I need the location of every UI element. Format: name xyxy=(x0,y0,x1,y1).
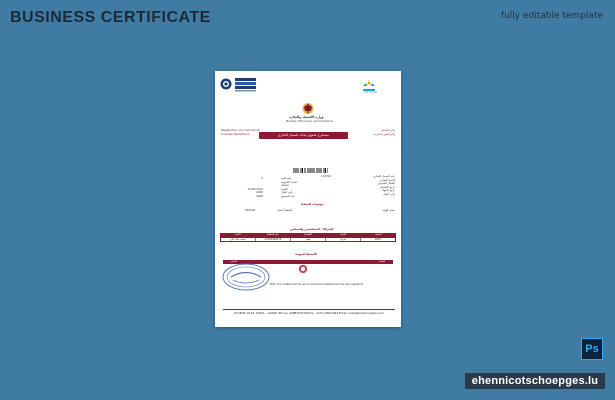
activity-left-label: أنشطة أعمال xyxy=(277,208,293,212)
table-header-cell: الاسم xyxy=(234,233,241,236)
table-header-cell: رقم البطاقة xyxy=(266,233,279,236)
right-field-label: تاريخ الانتهاء xyxy=(381,188,395,193)
left-field-labels xyxy=(281,177,297,199)
table-header-cell: النسبة xyxy=(375,233,382,236)
right-field-values xyxy=(321,175,331,197)
left-field-label: عدد الحصص xyxy=(281,193,295,198)
ministry-name-ar: وزارة الاقتصاد والتجارة xyxy=(289,115,324,119)
seal-emblem-icon xyxy=(298,264,308,274)
page-title: BUSINESS CERTIFICATE xyxy=(10,9,211,26)
right-field-value: 123321 xyxy=(321,174,332,178)
right-field-label: تاريخ التسجيل xyxy=(379,184,395,189)
table-cell: قطر xyxy=(290,238,325,241)
infusion-logo-label: INFUSION xyxy=(364,91,377,94)
department-ar-line-1: إدارة السجل xyxy=(381,128,395,132)
right-field-value xyxy=(321,193,331,197)
activity-left-value: 540000 xyxy=(245,208,256,212)
certificate-banner: مستخرج عضوي بيانات السجل التجاري xyxy=(259,132,348,139)
table-header-cell: الصفة xyxy=(379,260,385,263)
table-row xyxy=(220,237,396,242)
table-cell: 27463940476 xyxy=(255,238,290,241)
right-field-label: الشكل القانوني xyxy=(377,181,395,186)
department-ar-line-2: والتراخيص التجارية xyxy=(374,132,395,136)
left-field-label: القيمة xyxy=(281,186,288,191)
ministry-emblem-icon xyxy=(299,102,317,115)
right-field-label: الاسم التجاري xyxy=(379,177,395,182)
partners-heading: الشركاء / المساهمين والممثلين xyxy=(290,227,334,231)
table-header-cell: الصفة xyxy=(340,233,347,236)
left-field-label: الشكل xyxy=(281,183,289,188)
barcode-icon xyxy=(293,168,328,173)
footer-contact: P.O BOX: 6123, DOHA – QATAR, Phone: 44883333 Mobile: +974-70001944 Email: sales@infusionqatar.com xyxy=(234,311,384,315)
left-field-label: المدة القانونية xyxy=(281,179,297,184)
certification-note: Note: This certifies that the above mentioned establishment has been registered xyxy=(270,283,364,286)
accreditation-logo-icon xyxy=(220,76,258,93)
department-en-line-1: Registration and Commercial xyxy=(221,128,261,132)
right-field-label: رقم السجل التجاري xyxy=(372,174,395,178)
page-subtitle: fully editable template xyxy=(500,11,603,21)
left-field-value: 2000 xyxy=(256,193,263,198)
left-field-value: 12/09/2022 xyxy=(247,186,263,191)
left-field-label: رأس المال xyxy=(281,190,294,195)
table-cell: شريك xyxy=(325,238,360,241)
left-field-values xyxy=(243,177,263,199)
certificate-document xyxy=(215,71,401,327)
photoshop-badge: Ps xyxy=(581,338,603,360)
ministry-name-en: Ministry of Economy and Commerce xyxy=(286,120,333,123)
department-en-line-2: Licenses Department xyxy=(221,132,250,136)
left-field-value: 0 xyxy=(261,176,263,180)
official-stamp-icon xyxy=(221,262,271,292)
table-header-cell: الاسم xyxy=(231,260,237,263)
right-field-labels xyxy=(373,175,395,197)
table-cell: 100% xyxy=(360,238,395,241)
left-field-value: 2000 xyxy=(256,190,263,195)
activity-right-label: ممثل الهيئة xyxy=(382,208,395,212)
left-field-label: رقم القيد xyxy=(281,176,292,180)
table-cell: محمد خالد علي xyxy=(230,238,246,241)
managers-heading: الأنشطة المهنية xyxy=(295,252,318,256)
watermark-banner: ehennicotschoepges.lu xyxy=(465,373,605,389)
right-field-label: رأس المال xyxy=(382,191,395,196)
table-header-cell: الجنسية xyxy=(304,233,312,236)
activity-heading: مؤشرات النشاط xyxy=(301,202,324,206)
